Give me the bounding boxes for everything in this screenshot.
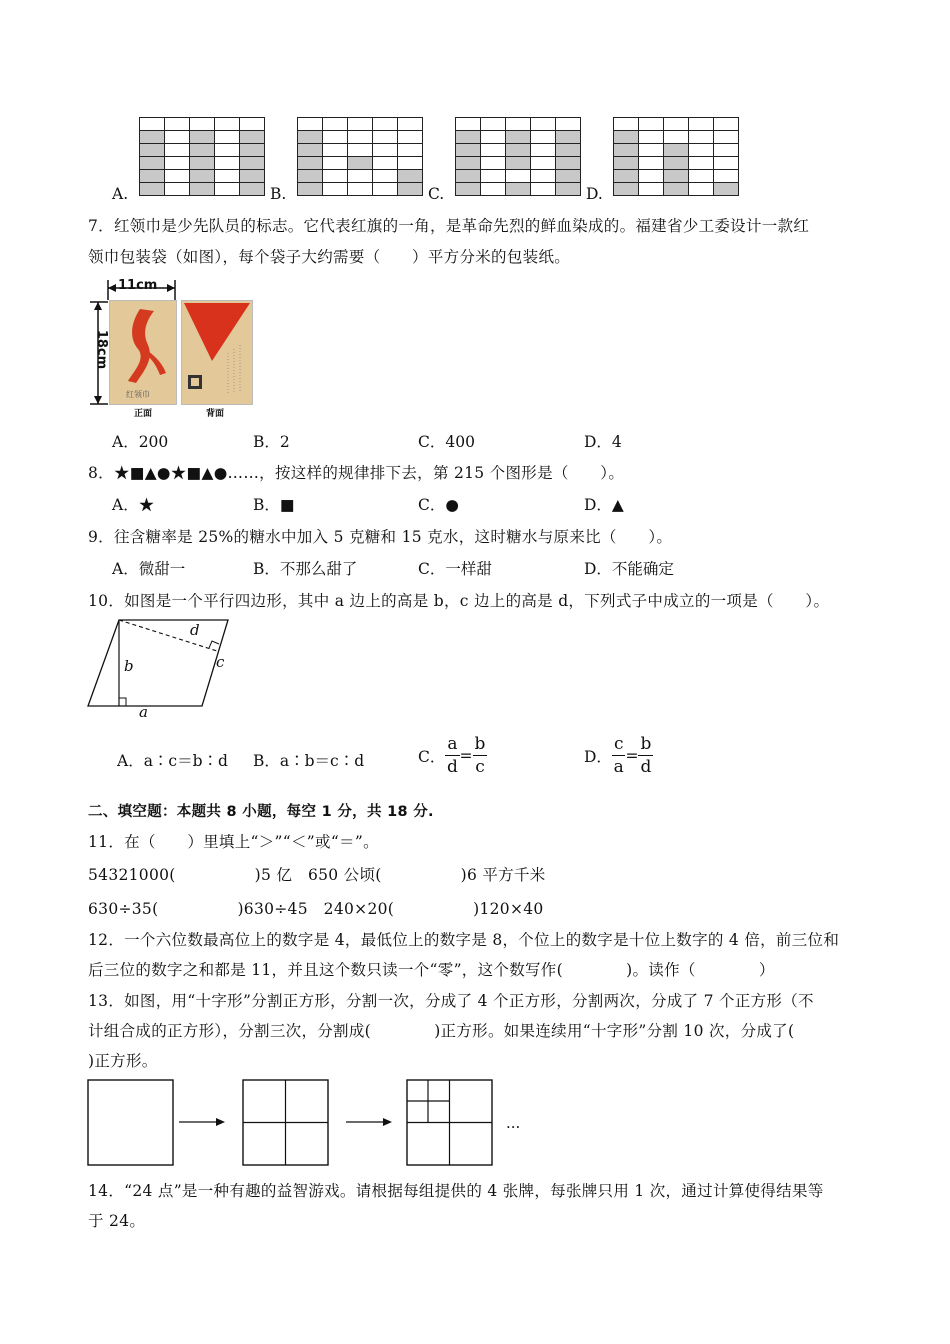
- q13-square-division-figure: [86, 1078, 536, 1168]
- grid-cell: [639, 170, 664, 183]
- grid-cell: [190, 118, 215, 131]
- grid-cell-shaded: [190, 183, 215, 196]
- red-triangle-icon: [182, 301, 252, 404]
- grid-cell: [373, 144, 398, 157]
- grid-cell-shaded: [140, 183, 165, 196]
- grid-cell-shaded: [506, 144, 531, 157]
- grid-cell-shaded: [556, 183, 581, 196]
- grid-cell: [689, 170, 714, 183]
- grid-cell: [481, 118, 506, 131]
- grid-cell-shaded: [456, 131, 481, 144]
- grid-cell: [506, 118, 531, 131]
- q7-option-a[interactable]: A．200: [112, 433, 169, 451]
- grid-cell: [373, 157, 398, 170]
- q9-option-a[interactable]: A．微甜一: [112, 560, 186, 578]
- grid-cell-shaded: [240, 131, 265, 144]
- grid-cell-shaded: [664, 170, 689, 183]
- grid-cell-shaded: [190, 131, 215, 144]
- grid-cell: [348, 118, 373, 131]
- q13-text-line1: 13．如图，用“十字形”分割正方形，分割一次，分成了 4 个正方形，分割两次，分成了 7 个正方形（不: [88, 992, 814, 1010]
- q7-option-d[interactable]: D．4: [584, 433, 622, 451]
- q10-label-c: c: [216, 653, 225, 671]
- grid-cell: [689, 131, 714, 144]
- grid-cell: [215, 183, 240, 196]
- grid-cell: [323, 170, 348, 183]
- grid-cell: [481, 183, 506, 196]
- grid-cell: [373, 118, 398, 131]
- q13-ellipsis: ...: [506, 1114, 521, 1132]
- grid-cell-shaded: [664, 157, 689, 170]
- q14-text-line1: 14．“24 点”是一种有趣的益智游戏。请根据每组提供的 4 张牌，每张牌只用 1 次，通过计算使得结果等: [88, 1182, 824, 1200]
- grid-cell: [373, 131, 398, 144]
- q6-grid-d: [613, 117, 739, 196]
- grid-cell-shaded: [190, 157, 215, 170]
- grid-cell: [240, 118, 265, 131]
- fraction-c-over-a: [612, 733, 626, 778]
- q13-text-line2[interactable]: 计组合成的正方形），分割三次，分割成( )正方形。如果连续用“十字形”分割 10 次，分成了(: [88, 1022, 795, 1040]
- q9-text: 9．往含糖率是 25%的糖水中加入 5 克糖和 15 克水，这时糖水与原来比（ ）。: [88, 528, 673, 546]
- grid-cell: [165, 157, 190, 170]
- grid-cell: [348, 170, 373, 183]
- grid-cell-shaded: [190, 144, 215, 157]
- grid-cell-shaded: [614, 170, 639, 183]
- q8-text: 8．★■▲●★■▲●……，按这样的规律排下去，第 215 个图形是（ ）。: [88, 464, 625, 482]
- grid-cell: [689, 157, 714, 170]
- grid-cell: [481, 144, 506, 157]
- grid-cell-shaded: [456, 183, 481, 196]
- grid-cell: [456, 118, 481, 131]
- q6-grid-a: [139, 117, 265, 196]
- grid-cell: [140, 118, 165, 131]
- q12-text-line2[interactable]: 后三位的数字之和都是 11，并且这个数只读一个“零”，这个数写作( )。读作（ ）: [88, 961, 775, 979]
- frac-num: b: [640, 734, 652, 754]
- q10-parallelogram-figure: [85, 615, 235, 725]
- grid-cell-shaded: [664, 144, 689, 157]
- q7-option-c[interactable]: C．400: [418, 433, 475, 451]
- grid-cell-shaded: [714, 183, 739, 196]
- grid-cell: [531, 131, 556, 144]
- grid-cell: [531, 118, 556, 131]
- grid-cell-shaded: [456, 157, 481, 170]
- grid-cell-shaded: [556, 131, 581, 144]
- grid-cell-shaded: [556, 144, 581, 157]
- grid-cell: [165, 118, 190, 131]
- grid-cell: [531, 157, 556, 170]
- q10-label-b: b: [124, 657, 134, 675]
- grid-cell: [531, 183, 556, 196]
- grid-cell-shaded: [556, 157, 581, 170]
- grid-cell: [639, 183, 664, 196]
- grid-cell-shaded: [298, 157, 323, 170]
- grid-cell: [348, 131, 373, 144]
- q8-option-d[interactable]: D．▲: [584, 496, 624, 514]
- q13-text-line3[interactable]: )正方形。: [88, 1052, 158, 1070]
- grid-cell-shaded: [298, 144, 323, 157]
- q7-bag-front: [109, 300, 177, 405]
- q8-option-b[interactable]: B．■: [253, 496, 295, 514]
- q11-row1[interactable]: 54321000( )5 亿 650 公顷( )6 平方千米: [88, 866, 546, 884]
- q9-option-d[interactable]: D．不能确定: [584, 560, 674, 578]
- grid-cell: [689, 183, 714, 196]
- grid-cell: [664, 131, 689, 144]
- grid-cell-shaded: [506, 131, 531, 144]
- grid-cell-shaded: [240, 144, 265, 157]
- grid-cell-shaded: [240, 170, 265, 183]
- grid-cell-shaded: [140, 170, 165, 183]
- q10-option-d[interactable]: [584, 733, 653, 778]
- q10-option-c[interactable]: [418, 733, 487, 778]
- grid-cell: [506, 170, 531, 183]
- equals-sign: =: [459, 746, 473, 765]
- frac-den: d: [447, 757, 458, 777]
- q7-text-line2: 领巾包装袋（如图），每个袋子大约需要（ ）平方分米的包装纸。: [88, 248, 571, 266]
- grid-cell: [323, 118, 348, 131]
- q11-text: 11．在（ ）里填上“＞”“＜”或“＝”。: [88, 833, 379, 851]
- grid-cell: [215, 157, 240, 170]
- frac-den: a: [613, 757, 624, 777]
- q7-option-b[interactable]: B．2: [253, 433, 290, 451]
- q7-height-label: 18cm: [94, 329, 110, 370]
- grid-cell-shaded: [140, 144, 165, 157]
- grid-cell: [165, 144, 190, 157]
- q7-figure: [88, 278, 268, 420]
- grid-cell-shaded: [506, 157, 531, 170]
- grid-cell-shaded: [140, 131, 165, 144]
- grid-cell: [373, 183, 398, 196]
- grid-cell: [323, 157, 348, 170]
- grid-cell-shaded: [614, 131, 639, 144]
- frac-num: b: [474, 734, 486, 754]
- grid-cell: [215, 131, 240, 144]
- grid-cell: [398, 118, 423, 131]
- q9-option-b[interactable]: B．不那么甜了: [253, 560, 358, 578]
- equals-sign: =: [625, 746, 639, 765]
- q10-option-a[interactable]: A．a∶c＝b∶d: [117, 752, 228, 770]
- grid-cell: [373, 170, 398, 183]
- grid-cell: [398, 157, 423, 170]
- grid-cell: [323, 183, 348, 196]
- q10-label-a: a: [139, 703, 148, 721]
- grid-cell: [714, 118, 739, 131]
- q12-text-line1: 12．一个六位数最高位上的数字是 4，最低位上的数字是 8，个位上的数字是十位上数字的 4 倍，前三位和: [88, 931, 840, 949]
- grid-cell: [556, 118, 581, 131]
- section-2-heading: 二、填空题：本题共 8 小题，每空 1 分，共 18 分.: [88, 804, 434, 820]
- q10-option-c-prefix: C．: [418, 747, 446, 766]
- grid-cell: [215, 170, 240, 183]
- grid-cell: [689, 118, 714, 131]
- grid-cell-shaded: [398, 170, 423, 183]
- grid-cell-shaded: [614, 183, 639, 196]
- grid-cell-shaded: [298, 131, 323, 144]
- grid-cell: [689, 144, 714, 157]
- grid-cell: [481, 170, 506, 183]
- q7-text-line1: 7．红领巾是少先队员的标志。它代表红旗的一角，是革命先烈的鲜血染成的。福建省少工委设计一款红: [88, 217, 810, 235]
- grid-cell: [639, 118, 664, 131]
- grid-cell: [165, 183, 190, 196]
- grid-cell-shaded: [456, 170, 481, 183]
- grid-cell: [298, 118, 323, 131]
- q11-row2[interactable]: 630÷35( )630÷45 240×20( )120×40: [88, 900, 544, 918]
- q8-option-a[interactable]: A．★: [112, 496, 155, 514]
- q7-bag-title: 红领巾: [126, 390, 150, 399]
- grid-cell: [531, 144, 556, 157]
- grid-cell: [639, 131, 664, 144]
- q6-grid-b: [297, 117, 423, 196]
- square-division-diagram: [86, 1078, 536, 1168]
- frac-den: c: [475, 757, 485, 777]
- grid-cell: [639, 157, 664, 170]
- q10-text: 10．如图是一个平行四边形，其中 a 边上的高是 b，c 边上的高是 d，下列式子中成立的一项是（ ）。: [88, 592, 830, 610]
- q7-back-label: 背面: [206, 409, 225, 419]
- frac-num: c: [613, 734, 624, 754]
- grid-cell: [714, 144, 739, 157]
- grid-cell: [481, 157, 506, 170]
- grid-cell-shaded: [298, 170, 323, 183]
- grid-cell: [215, 144, 240, 157]
- q7-width-label: 11cm: [118, 278, 158, 293]
- grid-cell-shaded: [506, 183, 531, 196]
- fraction-a-over-d: [445, 733, 459, 778]
- grid-cell: [215, 118, 240, 131]
- frac-den: d: [640, 757, 652, 777]
- q7-front-label: 正面: [134, 409, 153, 419]
- q10-option-d-prefix: D．: [584, 747, 612, 766]
- grid-cell: [714, 157, 739, 170]
- q10-label-d: d: [190, 621, 200, 639]
- parallelogram-diagram: [85, 615, 235, 725]
- grid-cell: [664, 118, 689, 131]
- frac-num: a: [447, 734, 458, 754]
- q9-option-c[interactable]: C．一样甜: [418, 560, 492, 578]
- grid-cell: [348, 183, 373, 196]
- grid-cell: [614, 118, 639, 131]
- q6-option-b[interactable]: B.: [270, 185, 287, 203]
- grid-cell-shaded: [556, 170, 581, 183]
- q6-option-a[interactable]: A.: [112, 185, 129, 203]
- grid-cell: [323, 131, 348, 144]
- grid-cell: [165, 170, 190, 183]
- grid-cell: [323, 144, 348, 157]
- fraction-b-over-c: [473, 733, 488, 778]
- grid-cell-shaded: [348, 157, 373, 170]
- grid-cell: [165, 131, 190, 144]
- fraction-b-over-d: [638, 733, 653, 778]
- grid-cell-shaded: [240, 157, 265, 170]
- q7-bag-back: [181, 300, 253, 405]
- grid-cell: [531, 170, 556, 183]
- grid-cell: [714, 131, 739, 144]
- grid-cell-shaded: [240, 183, 265, 196]
- grid-cell-shaded: [298, 183, 323, 196]
- grid-cell-shaded: [664, 183, 689, 196]
- q6-grid-c: [455, 117, 581, 196]
- q14-text-line2: 于 24。: [88, 1212, 146, 1230]
- grid-cell-shaded: [140, 157, 165, 170]
- grid-cell: [481, 131, 506, 144]
- grid-cell: [398, 131, 423, 144]
- grid-cell-shaded: [614, 157, 639, 170]
- q10-option-b[interactable]: B．a∶b＝c∶d: [253, 752, 365, 770]
- grid-cell: [639, 144, 664, 157]
- grid-cell-shaded: [398, 183, 423, 196]
- grid-cell: [348, 144, 373, 157]
- grid-cell-shaded: [190, 170, 215, 183]
- grid-cell: [714, 170, 739, 183]
- q6-option-c[interactable]: C.: [428, 185, 445, 203]
- q6-option-d[interactable]: D.: [586, 185, 603, 203]
- grid-cell-shaded: [456, 144, 481, 157]
- grid-cell: [398, 144, 423, 157]
- q8-option-c[interactable]: C．●: [418, 496, 459, 514]
- grid-cell-shaded: [614, 144, 639, 157]
